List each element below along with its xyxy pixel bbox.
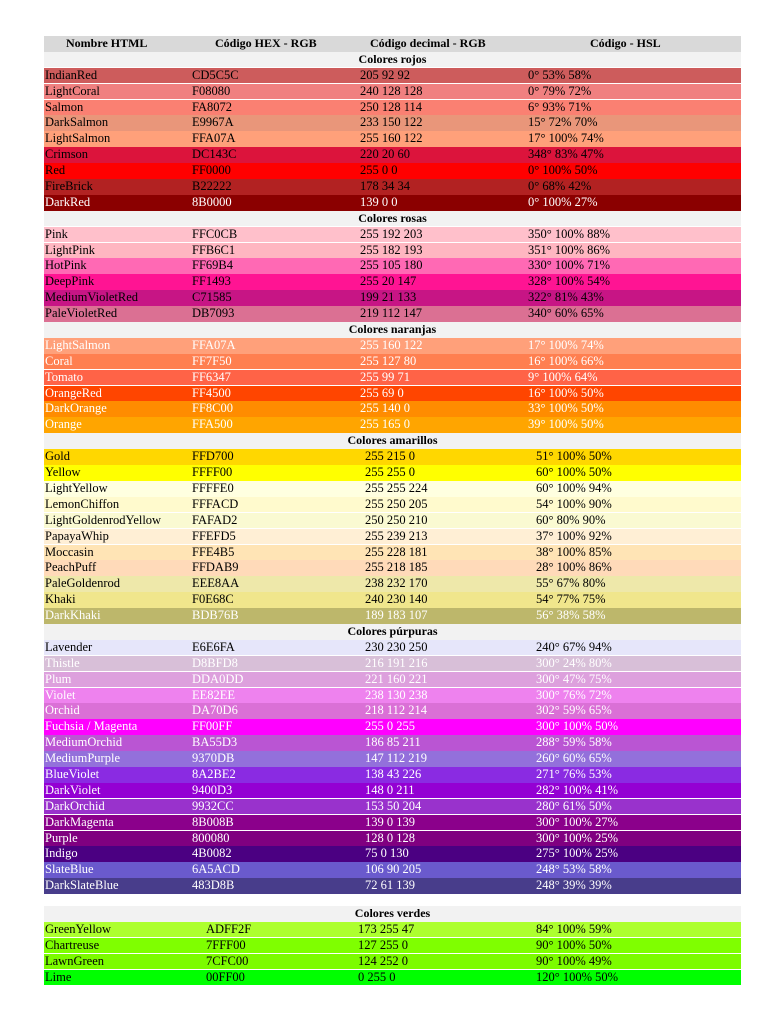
header-decimal: Código decimal - RGB: [370, 36, 486, 50]
decimal-code: 153 50 204: [365, 798, 422, 813]
decimal-code: 219 112 147: [360, 306, 423, 321]
green-rows-container: [44, 922, 741, 985]
color-name: Purple: [45, 830, 78, 845]
table-row: [44, 147, 741, 163]
hex-code: FFB6C1: [192, 242, 236, 257]
color-name: Moccasin: [45, 544, 94, 559]
table-row: [44, 672, 741, 688]
table-row: [44, 938, 741, 954]
color-name: PaleVioletRed: [45, 306, 118, 321]
color-name: LightYellow: [45, 480, 108, 495]
color-name: Gold: [45, 449, 70, 464]
hsl-code: 9° 100% 64%: [528, 369, 598, 384]
hex-code: 800080: [192, 830, 230, 845]
decimal-code: 72 61 139: [365, 878, 415, 893]
decimal-code: 255 255 224: [365, 480, 428, 495]
color-name: IndianRed: [45, 67, 98, 82]
decimal-code: 147 112 219: [365, 751, 428, 766]
hex-code: 9932CC: [192, 798, 234, 813]
decimal-code: 240 230 140: [365, 592, 428, 607]
hex-code: 7FFF00: [206, 937, 246, 952]
color-name: MediumPurple: [45, 751, 120, 766]
hsl-code: 282° 100% 41%: [536, 782, 619, 797]
table-row: [44, 576, 741, 592]
hsl-code: 0° 100% 50%: [528, 163, 598, 178]
decimal-code: 255 228 181: [365, 544, 428, 559]
decimal-code: 106 90 205: [365, 862, 422, 877]
color-name: Tomato: [45, 369, 84, 384]
decimal-code: 255 0 0: [360, 163, 398, 178]
color-name: Pink: [45, 226, 68, 241]
color-name: LightSalmon: [45, 131, 111, 146]
decimal-code: 240 128 128: [360, 83, 423, 98]
table-row: [44, 560, 741, 576]
table-row: [44, 179, 741, 195]
hex-code: FF6347: [192, 369, 231, 384]
color-name: Crimson: [45, 147, 89, 162]
table-row: [44, 846, 741, 862]
hex-code: 483D8B: [192, 878, 235, 893]
table-row: [44, 831, 741, 847]
decimal-code: 255 250 205: [365, 496, 428, 511]
hsl-code: 6° 93% 71%: [528, 99, 592, 114]
decimal-code: 255 105 180: [360, 258, 423, 273]
color-name: FireBrick: [45, 179, 93, 194]
decimal-code: 124 252 0: [358, 953, 408, 968]
hex-code: FF69B4: [192, 258, 233, 273]
color-name: Indigo: [45, 846, 78, 861]
hex-code: FFDAB9: [192, 560, 239, 575]
hex-code: D8BFD8: [192, 655, 238, 670]
hex-code: C71585: [192, 290, 232, 305]
decimal-code: 0 255 0: [358, 969, 396, 984]
table-row: [44, 783, 741, 799]
decimal-code: 255 99 71: [360, 369, 410, 384]
table-row: [44, 954, 741, 970]
table-row: [44, 513, 741, 529]
hsl-code: 300° 100% 50%: [536, 719, 619, 734]
table-row: [44, 290, 741, 306]
color-name: Salmon: [45, 99, 84, 114]
decimal-code: 128 0 128: [365, 830, 415, 845]
decimal-code: 255 165 0: [360, 417, 410, 432]
decimal-code: 238 232 170: [365, 576, 428, 591]
color-name: DarkSalmon: [45, 115, 109, 130]
table-header: [44, 36, 741, 52]
hsl-code: 288° 59% 58%: [536, 735, 612, 750]
hex-code: 9400D3: [192, 782, 233, 797]
hsl-code: 16° 100% 66%: [528, 353, 604, 368]
hsl-code: 351° 100% 86%: [528, 242, 611, 257]
color-name: SlateBlue: [45, 862, 94, 877]
decimal-code: 221 160 221: [365, 671, 428, 686]
header-hex: Código HEX - RGB: [215, 36, 317, 50]
color-name: Orange: [45, 417, 82, 432]
hsl-code: 300° 100% 25%: [536, 830, 619, 845]
color-name: Yellow: [45, 465, 81, 480]
hsl-code: 248° 39% 39%: [536, 878, 612, 893]
color-name: Violet: [45, 687, 76, 702]
hex-code: EEE8AA: [192, 576, 240, 591]
section-title-green: Colores verdes: [44, 906, 741, 922]
hex-code: 00FF00: [206, 969, 245, 984]
color-name: LawnGreen: [45, 953, 104, 968]
decimal-code: 189 183 107: [365, 608, 428, 623]
table-row: [44, 799, 741, 815]
hex-code: ADFF2F: [206, 921, 252, 936]
header-name: Nombre HTML: [66, 36, 148, 50]
hsl-code: 300° 47% 75%: [536, 671, 612, 686]
table-row: [44, 592, 741, 608]
table-row: [44, 68, 741, 84]
hsl-code: 54° 100% 90%: [536, 496, 612, 511]
hsl-code: 16° 100% 50%: [528, 385, 604, 400]
hsl-code: 33° 100% 50%: [528, 401, 604, 416]
decimal-code: 178 34 34: [360, 179, 410, 194]
table-row: [44, 688, 741, 704]
color-name: BlueViolet: [45, 766, 100, 781]
hsl-code: 330° 100% 71%: [528, 258, 611, 273]
hex-code: FF00FF: [192, 719, 233, 734]
table-row: [44, 970, 741, 986]
hex-code: FF1493: [192, 274, 231, 289]
hsl-code: 0° 53% 58%: [528, 67, 592, 82]
color-name: DarkViolet: [45, 782, 101, 797]
table-row: [44, 386, 741, 402]
hex-code: FFA500: [192, 417, 233, 432]
color-name: PeachPuff: [45, 560, 97, 575]
color-name: LightGoldenrodYellow: [45, 512, 162, 527]
decimal-code: 205 92 92: [360, 67, 410, 82]
hsl-code: 300° 76% 72%: [536, 687, 612, 702]
hex-code: F08080: [192, 83, 231, 98]
color-name: DeepPink: [45, 274, 95, 289]
color-name: LemonChiffon: [45, 496, 120, 511]
color-name: GreenYellow: [45, 921, 112, 936]
table-row: [44, 131, 741, 147]
hsl-code: 322° 81% 43%: [528, 290, 604, 305]
hex-code: FFFF00: [192, 465, 233, 480]
hex-code: F0E68C: [192, 592, 234, 607]
hsl-code: 300° 24% 80%: [536, 655, 612, 670]
hsl-code: 0° 100% 27%: [528, 194, 598, 209]
hsl-code: 17° 100% 74%: [528, 131, 604, 146]
decimal-code: 127 255 0: [358, 937, 408, 952]
table-row: [44, 656, 741, 672]
hsl-code: 84° 100% 59%: [536, 921, 612, 936]
hsl-code: 275° 100% 25%: [536, 846, 619, 861]
hex-code: BDB76B: [192, 608, 239, 623]
table-row: [44, 815, 741, 831]
hex-code: 6A5ACD: [192, 862, 240, 877]
color-name: Thistle: [45, 655, 80, 670]
color-name: Fuchsia / Magenta: [45, 719, 138, 734]
section-title: Colores rosas: [44, 211, 741, 227]
table-row: [44, 163, 741, 179]
hex-code: DA70D6: [192, 703, 238, 718]
hsl-code: 38° 100% 85%: [536, 544, 612, 559]
table-row: [44, 922, 741, 938]
hsl-code: 51° 100% 50%: [536, 449, 612, 464]
color-table: [44, 36, 741, 894]
decimal-code: 255 218 185: [365, 560, 428, 575]
hex-code: EE82EE: [192, 687, 236, 702]
hsl-code: 60° 100% 94%: [536, 480, 612, 495]
section-title: Colores naranjas: [44, 322, 741, 338]
hsl-code: 248° 53% 58%: [536, 862, 612, 877]
decimal-code: 255 160 122: [360, 337, 423, 352]
table-row: [44, 735, 741, 751]
sections-container: [44, 52, 741, 894]
decimal-code: 218 112 214: [365, 703, 428, 718]
section-title: Colores amarillos: [44, 433, 741, 449]
decimal-code: 255 192 203: [360, 226, 423, 241]
color-name: Lime: [45, 969, 72, 984]
decimal-code: 138 43 226: [365, 766, 422, 781]
color-name: Coral: [45, 353, 73, 368]
color-name: Chartreuse: [45, 937, 100, 952]
hex-code: FFFFE0: [192, 480, 234, 495]
green-color-table: [44, 906, 741, 985]
decimal-code: 250 128 114: [360, 99, 423, 114]
table-row: [44, 338, 741, 354]
section-title: Colores púrpuras: [44, 624, 741, 640]
hsl-code: 60° 100% 50%: [536, 465, 612, 480]
hex-code: 7CFC00: [206, 953, 249, 968]
hsl-code: 348° 83% 47%: [528, 147, 604, 162]
decimal-code: 220 20 60: [360, 147, 410, 162]
header-hsl: Código - HSL: [590, 36, 661, 50]
color-name: HotPink: [45, 258, 87, 273]
hex-code: CD5C5C: [192, 67, 239, 82]
table-row: [44, 401, 741, 417]
hsl-code: 15° 72% 70%: [528, 115, 598, 130]
decimal-code: 238 130 238: [365, 687, 428, 702]
decimal-code: 255 239 213: [365, 528, 428, 543]
color-name: PapayaWhip: [45, 528, 109, 543]
hex-code: FFFACD: [192, 496, 239, 511]
color-name: DarkKhaki: [45, 608, 101, 623]
hsl-code: 39° 100% 50%: [528, 417, 604, 432]
hex-code: FFEFD5: [192, 528, 236, 543]
color-name: Lavender: [45, 639, 93, 654]
table-row: [44, 243, 741, 259]
hex-code: FFE4B5: [192, 544, 235, 559]
color-name: DarkMagenta: [45, 814, 114, 829]
table-row: [44, 227, 741, 243]
hex-code: DDA0DD: [192, 671, 244, 686]
table-row: [44, 640, 741, 656]
table-row: [44, 449, 741, 465]
color-name: MediumVioletRed: [45, 290, 138, 305]
hex-code: 9370DB: [192, 751, 235, 766]
decimal-code: 255 160 122: [360, 131, 423, 146]
hsl-code: 240° 67% 94%: [536, 639, 612, 654]
hsl-code: 350° 100% 88%: [528, 226, 611, 241]
hsl-code: 280° 61% 50%: [536, 798, 612, 813]
hex-code: E6E6FA: [192, 639, 235, 654]
table-row: [44, 84, 741, 100]
color-name: MediumOrchid: [45, 735, 123, 750]
decimal-code: 139 0 139: [365, 814, 415, 829]
table-row: [44, 862, 741, 878]
table-row: [44, 767, 741, 783]
decimal-code: 255 140 0: [360, 401, 410, 416]
hsl-code: 271° 76% 53%: [536, 766, 612, 781]
hex-code: E9967A: [192, 115, 234, 130]
table-row: [44, 703, 741, 719]
hex-code: FFA07A: [192, 131, 236, 146]
decimal-code: 173 255 47: [358, 921, 415, 936]
hsl-code: 60° 80% 90%: [536, 512, 606, 527]
hsl-code: 28° 100% 86%: [536, 560, 612, 575]
table-row: [44, 100, 741, 116]
color-name: DarkOrange: [45, 401, 107, 416]
color-name: Khaki: [45, 592, 76, 607]
decimal-code: 255 127 80: [360, 353, 417, 368]
decimal-code: 250 250 210: [365, 512, 428, 527]
decimal-code: 148 0 211: [365, 782, 415, 797]
table-row: [44, 417, 741, 433]
decimal-code: 216 191 216: [365, 655, 428, 670]
hex-code: FF0000: [192, 163, 231, 178]
table-row: [44, 115, 741, 131]
color-name: PaleGoldenrod: [45, 576, 120, 591]
color-name: LightSalmon: [45, 337, 111, 352]
hex-code: FF8C00: [192, 401, 233, 416]
hsl-code: 260° 60% 65%: [536, 751, 612, 766]
hex-code: FF4500: [192, 385, 231, 400]
table-row: [44, 497, 741, 513]
color-name: OrangeRed: [45, 385, 102, 400]
table-row: [44, 465, 741, 481]
color-name: Plum: [45, 671, 72, 686]
hsl-code: 90° 100% 50%: [536, 937, 612, 952]
hsl-code: 56° 38% 58%: [536, 608, 606, 623]
table-row: [44, 878, 741, 894]
decimal-code: 75 0 130: [365, 846, 409, 861]
hex-code: BA55D3: [192, 735, 238, 750]
decimal-code: 186 85 211: [365, 735, 421, 750]
color-name: DarkOrchid: [45, 798, 105, 813]
hex-code: FA8072: [192, 99, 233, 114]
hex-code: FFA07A: [192, 337, 236, 352]
hex-code: DB7093: [192, 306, 235, 321]
table-row: [44, 481, 741, 497]
table-row: [44, 258, 741, 274]
table-row: [44, 751, 741, 767]
hsl-code: 55° 67% 80%: [536, 576, 606, 591]
color-name: DarkRed: [45, 194, 91, 209]
color-name: DarkSlateBlue: [45, 878, 119, 893]
hsl-code: 302° 59% 65%: [536, 703, 612, 718]
decimal-code: 233 150 122: [360, 115, 423, 130]
hex-code: 8B008B: [192, 814, 234, 829]
table-row: [44, 370, 741, 386]
decimal-code: 255 0 255: [365, 719, 415, 734]
decimal-code: 139 0 0: [360, 194, 398, 209]
decimal-code: 255 182 193: [360, 242, 423, 257]
hsl-code: 37° 100% 92%: [536, 528, 612, 543]
hsl-code: 300° 100% 27%: [536, 814, 619, 829]
hsl-code: 54° 77% 75%: [536, 592, 606, 607]
hsl-code: 90° 100% 49%: [536, 953, 612, 968]
color-name: LightCoral: [45, 83, 100, 98]
color-name: Orchid: [45, 703, 80, 718]
table-row: [44, 354, 741, 370]
table-row: [44, 608, 741, 624]
hex-code: DC143C: [192, 147, 237, 162]
decimal-code: 255 69 0: [360, 385, 404, 400]
hsl-code: 0° 79% 72%: [528, 83, 592, 98]
section-title: Colores rojos: [44, 52, 741, 68]
hex-code: 8B0000: [192, 194, 232, 209]
table-row: [44, 306, 741, 322]
hex-code: FFC0CB: [192, 226, 238, 241]
table-row: [44, 529, 741, 545]
hsl-code: 120° 100% 50%: [536, 969, 619, 984]
hex-code: B22222: [192, 179, 232, 194]
hex-code: 4B0082: [192, 846, 232, 861]
hex-code: FFD700: [192, 449, 234, 464]
hsl-code: 0° 68% 42%: [528, 179, 592, 194]
hsl-code: 340° 60% 65%: [528, 306, 604, 321]
decimal-code: 230 230 250: [365, 639, 428, 654]
table-row: [44, 545, 741, 561]
hsl-code: 17° 100% 74%: [528, 337, 604, 352]
decimal-code: 255 255 0: [365, 465, 415, 480]
hex-code: FF7F50: [192, 353, 232, 368]
decimal-code: 255 215 0: [365, 449, 415, 464]
table-row: [44, 195, 741, 211]
color-name: Red: [45, 163, 66, 178]
hex-code: FAFAD2: [192, 512, 238, 527]
color-name: LightPink: [45, 242, 96, 257]
table-row: [44, 274, 741, 290]
decimal-code: 255 20 147: [360, 274, 417, 289]
table-row: [44, 719, 741, 735]
decimal-code: 199 21 133: [360, 290, 417, 305]
hex-code: 8A2BE2: [192, 766, 236, 781]
hsl-code: 328° 100% 54%: [528, 274, 611, 289]
